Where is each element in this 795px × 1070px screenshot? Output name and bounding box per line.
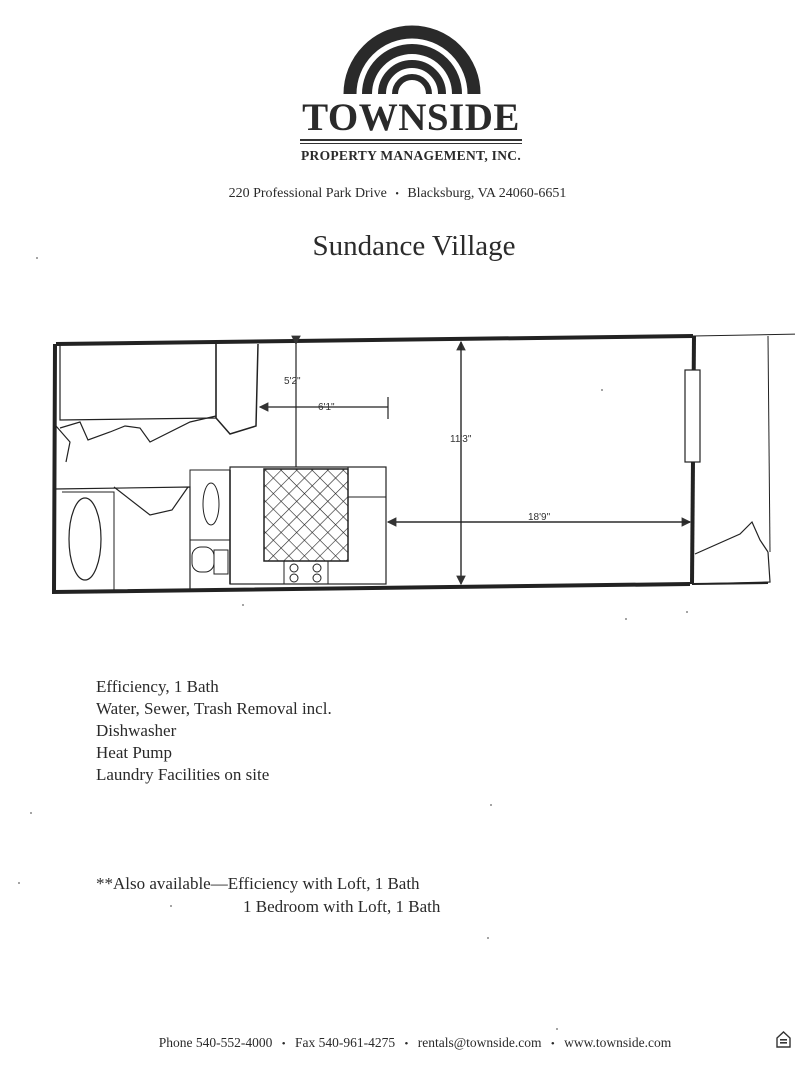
logo-rule-top [300,139,522,141]
scan-speck [242,604,244,606]
dim-vertical-short: 5'2" [284,376,301,387]
scan-speck [170,905,172,907]
scan-speck [625,618,627,620]
equal-housing-icon [776,1031,791,1048]
floorplan-diagram [40,322,795,607]
features-list [96,676,332,786]
feature-item: Laundry Facilities on site [96,765,270,784]
address-city: Blacksburg, VA 24060-6651 [407,186,567,201]
separator-dot: • [281,1038,286,1050]
dim-horizontal-long: 18'9" [528,512,551,523]
address-street: 220 Professional Park Drive [228,186,387,201]
dim-horizontal-short: 6'1" [318,402,335,413]
also-available-line2: 1 Bedroom with Loft, 1 Bath [243,897,441,916]
feature-item: Efficiency, 1 Bath [96,677,219,696]
footer-phone: Phone 540-552-4000 [158,1035,273,1050]
separator-dot: • [404,1038,409,1050]
feature-item: Dishwasher [96,721,177,740]
scan-speck [556,1028,558,1030]
separator-dot: • [550,1038,555,1050]
scan-speck [686,611,688,613]
scan-speck [601,389,603,391]
footer-contact [120,1035,710,1051]
company-address [0,186,795,202]
logo-rule-bottom [300,143,522,144]
separator-dot: • [395,189,399,200]
also-available-line1: **Also available—Efficiency with Loft, 1 Bath [96,874,420,893]
footer-fax: Fax 540-961-4275 [294,1035,396,1050]
footer-email[interactable]: rentals@townside.com [417,1035,542,1050]
company-name: PROPERTY MANAGEMENT, INC. [300,148,522,163]
dim-vertical-long: 11'3" [450,434,472,445]
feature-item: Water, Sewer, Trash Removal incl. [96,699,332,718]
footer-website[interactable]: www.townside.com [564,1035,672,1050]
logo-wordmark: TOWNSIDE [302,96,520,139]
scan-speck [487,937,489,939]
scan-speck [30,812,32,814]
feature-item: Heat Pump [96,743,173,762]
scan-speck [490,804,492,806]
scan-speck [36,257,38,259]
page-title: Sundance Village [312,230,516,262]
scan-speck [18,882,20,884]
